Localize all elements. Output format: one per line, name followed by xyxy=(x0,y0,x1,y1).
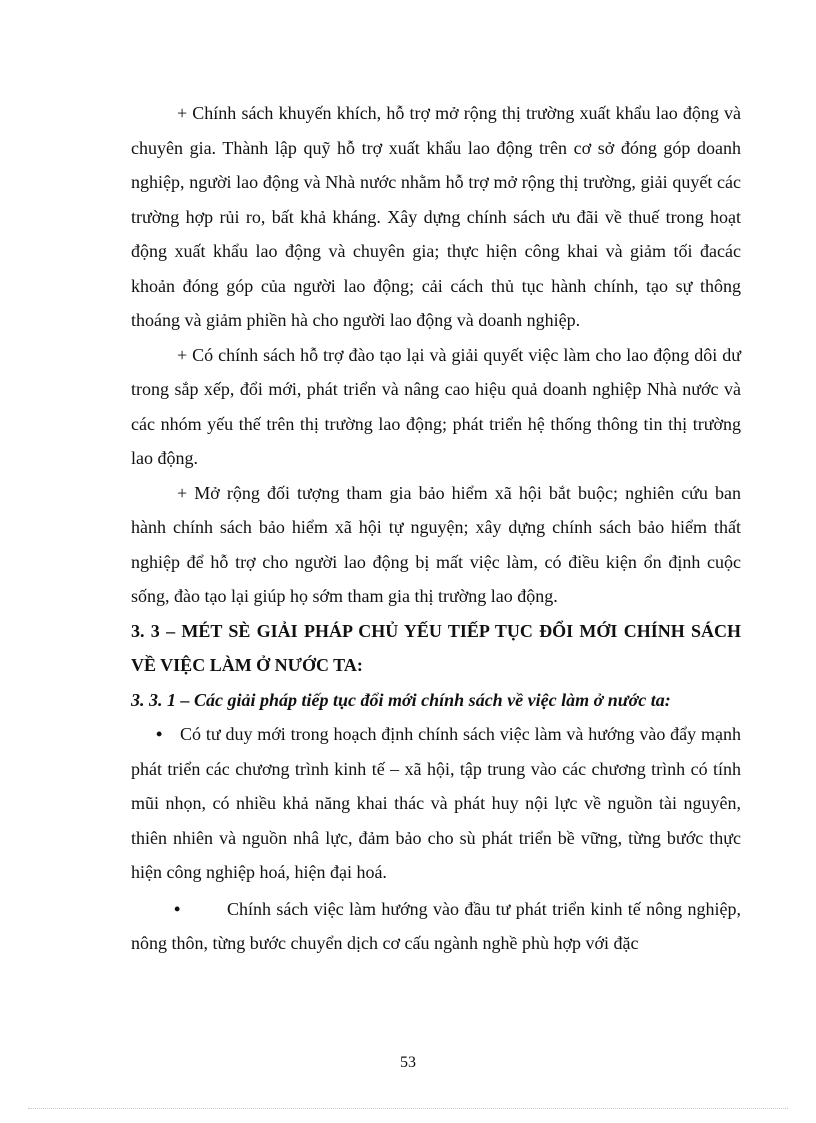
bullet-item-agriculture-investment xyxy=(131,892,741,961)
bullet-text: Chính sách việc làm hướng vào đầu tư phát triển kinh tế nông nghiệp, nông thôn, từng bước chuyển dịch cơ cấu ngành nghề phù hợp với đặc xyxy=(131,898,741,953)
bullet-text: Có tư duy mới trong hoạch định chính sách việc làm và hướng vào đẩy mạnh phát triển các chương trình kinh tế – xã hội, tập trung vào các chương trình có tính mũi nhọn, có nhiều khả năng khai thác và phát huy nội lực về nguồn tài nguyên, thiên nhiên và nguồn nhâ lực, đảm bảo cho sù phát triển bề vững, từng bước thực hiện công nghiệp hoá, hiện đại hoá. xyxy=(131,724,741,882)
page-number: 53 xyxy=(400,1054,416,1071)
bullet-icon: • xyxy=(174,898,181,919)
subsection-heading: 3. 3. 1 – Các giải pháp tiếp tục đổi mới chính sách về việc làm ở nước ta: xyxy=(131,689,671,710)
page-bottom-divider xyxy=(28,1108,788,1109)
paragraph-retraining-policy: + Có chính sách hỗ trợ đào tạo lại và giải quyết việc làm cho lao động dôi dư trong sắp xếp, đổi mới, phát triển và nâng cao hiệu quả doanh nghiệp Nhà nước và các nhóm yếu thế trên thị trường lao động; phát triển hệ thống thông tin thị trường lao động. xyxy=(131,344,741,468)
bullet-icon: • xyxy=(156,724,163,744)
section-heading: 3. 3 – MÉT SÈ GIẢI PHÁP CHỦ YẾU TIẾP TỤC ĐỔI MỚI CHÍNH SÁCH VỀ VIỆC LÀM Ở NƯỚC TA: xyxy=(131,620,741,675)
paragraph-social-insurance: + Mở rộng đối tượng tham gia bảo hiểm xã hội bắt buộc; nghiên cứu ban hành chính sách bảo hiểm xã hội tự nguyện; xây dựng chính sách bảo hiểm thất nghiệp để hỗ trợ cho người lao động bị mất việc làm, có điều kiện ổn định cuộc sống, đào tạo lại giúp họ sớm tham gia thị trường lao động. xyxy=(131,482,741,606)
paragraph-labor-export-policy: + Chính sách khuyến khích, hỗ trợ mở rộng thị trường xuất khẩu lao động và chuyên gia. Thành lập quỹ hỗ trợ xuất khẩu lao động trên cơ sở đóng góp doanh nghiệp, người lao động và Nhà nước nhằm hỗ trợ mở rộng thị trường, giải quyết các trường hợp rủi ro, bất khả kháng. Xây dựng chính sách ưu đãi về thuế trong hoạt động xuất khẩu lao động và chuyên gia; thực hiện công khai và giảm tối đacác khoản đóng góp của người lao động; cải cách thủ tục hành chính, tạo sự thông thoáng và giảm phiền hà cho người lao động và doanh nghiệp. xyxy=(131,103,741,330)
page-body xyxy=(131,96,741,961)
bullet-item-new-thinking xyxy=(131,717,741,890)
